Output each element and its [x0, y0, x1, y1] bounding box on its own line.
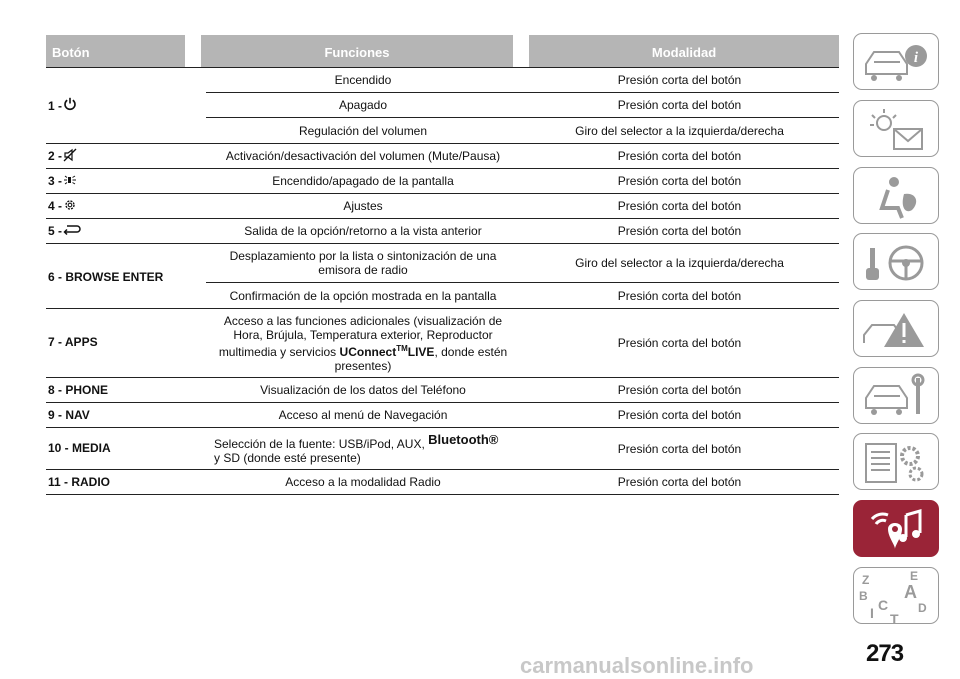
table-subrow	[206, 283, 839, 308]
table-row	[46, 470, 839, 495]
header-modalidad: Modalidad	[529, 35, 839, 67]
settings-gear-icon	[63, 198, 77, 215]
mute-speaker-icon	[63, 148, 77, 165]
power-icon	[63, 97, 77, 114]
mode-cell: Presión corta del botón	[617, 73, 742, 87]
airbag-seat-icon	[854, 168, 940, 225]
function-cell: Ajustes	[343, 199, 383, 213]
function-cell: Encendido/apagado de la pantalla	[272, 174, 454, 188]
function-cell: Regulación del volumen	[298, 123, 428, 138]
function-cell: Activación/desactivación del volumen (Mute/Pausa)	[225, 149, 501, 163]
button-cell: 2 -	[46, 144, 206, 168]
mode-cell: Presión corta del botón	[617, 408, 742, 422]
tab-safety[interactable]	[853, 167, 939, 224]
tab-starting-driving[interactable]	[853, 233, 939, 290]
function-cell: Acceso a la modalidad Radio	[285, 475, 441, 489]
table-row	[46, 428, 839, 470]
header-funciones: Funciones	[201, 35, 513, 67]
index-letter: A	[904, 582, 917, 602]
bluetooth-brand: Bluetooth®	[428, 431, 499, 447]
index-letter: C	[878, 597, 889, 613]
function-cell: Apagado	[338, 98, 388, 112]
back-arrow-icon	[63, 224, 81, 239]
function-cell: Encendido	[334, 73, 392, 87]
table-subrow	[206, 93, 839, 118]
button-cell: 6 - BROWSE ENTER	[48, 270, 164, 284]
table-row	[46, 169, 839, 194]
steering-wheel-key-icon	[854, 234, 940, 291]
svg-text:i: i	[913, 50, 919, 66]
tab-maintenance[interactable]	[853, 367, 939, 424]
function-cell: Acceso al menú de Navegación	[278, 408, 448, 422]
table-row	[46, 244, 839, 309]
button-cell: 10 - MEDIA	[48, 441, 111, 455]
table-row	[46, 144, 839, 169]
index-letter: I	[870, 605, 874, 621]
page-number: 273	[866, 640, 904, 667]
table-row	[46, 68, 839, 144]
mode-cell: Presión corta del botón	[617, 98, 742, 112]
mode-cell: Giro del selector a la izquierda/derecha	[575, 256, 784, 270]
table-row	[46, 219, 839, 244]
tab-warning-lights[interactable]	[853, 100, 939, 157]
index-letter: B	[859, 589, 868, 603]
tab-emergency[interactable]	[853, 300, 939, 357]
display-brightness-icon	[63, 173, 77, 190]
car-info-icon	[854, 34, 940, 91]
warning-lights-mail-icon	[854, 101, 940, 158]
button-cell: 5 -	[46, 219, 206, 243]
function-cell: Desplazamiento por la lista o sintonización de una emisora de radio	[229, 249, 497, 277]
mode-cell: Presión corta del botón	[617, 149, 742, 163]
function-cell: Salida de la opción/retorno a la vista anterior	[244, 224, 482, 238]
car-maintenance-wrench-icon	[854, 368, 940, 425]
mode-cell: Presión corta del botón	[617, 288, 742, 303]
mode-cell: Giro del selector a la izquierda/derecha	[575, 123, 784, 138]
table-row	[46, 309, 839, 378]
mode-cell: Presión corta del botón	[617, 441, 742, 456]
tab-index[interactable]	[853, 567, 939, 624]
tab-car-info[interactable]	[853, 33, 939, 90]
index-letter: E	[910, 569, 919, 583]
table-subrow	[206, 118, 839, 143]
tab-technical-data[interactable]	[853, 433, 939, 490]
mode-cell: Presión corta del botón	[617, 336, 742, 350]
function-cell: Selección de la fuente: USB/iPod, AUX, Bluetooth® y SD (donde esté presente)	[214, 431, 499, 465]
table-subrow	[206, 244, 839, 283]
emergency-triangle-icon	[854, 301, 940, 358]
mode-cell: Presión corta del botón	[617, 224, 742, 238]
function-cell: Visualización de los datos del Teléfono	[260, 383, 466, 397]
header-boton: Botón	[46, 35, 185, 67]
button-cell: 9 - NAV	[48, 408, 90, 422]
index-letter: Z	[862, 573, 870, 587]
button-cell: 3 -	[46, 169, 206, 193]
mode-cell: Presión corta del botón	[617, 199, 742, 213]
table-header	[46, 35, 839, 68]
index-letter: D	[918, 601, 927, 615]
table-row	[46, 403, 839, 428]
index-letter: T	[890, 611, 899, 625]
watermark: carmanualsonline.info	[520, 653, 754, 678]
button-cell: 11 - RADIO	[48, 475, 111, 489]
controls-table	[46, 35, 839, 495]
table-row	[46, 378, 839, 403]
button-cell: 7 - APPS	[48, 335, 98, 349]
technical-data-gear-icon	[854, 434, 940, 491]
tab-multimedia[interactable]	[853, 500, 939, 557]
mode-cell: Presión corta del botón	[617, 383, 742, 397]
button-cell: 8 - PHONE	[48, 383, 109, 397]
alphabetical-index-icon	[854, 568, 940, 625]
uconnect-brand: UConnect™LIVE	[339, 343, 435, 359]
function-cell: Confirmación de la opción mostrada en la pantalla	[229, 288, 497, 303]
mode-cell: Presión corta del botón	[617, 475, 742, 489]
table-row	[46, 194, 839, 219]
function-cell: Acceso a las funciones adicionales (visualización de Hora, Brújula, Temperatura exterior, Reproductor multimedia y servicios UConnect™LIVE, donde estén presentes)	[218, 313, 508, 373]
button-cell: 1 -	[46, 68, 206, 143]
multimedia-music-navigation-icon	[854, 501, 940, 558]
mode-cell: Presión corta del botón	[617, 174, 742, 188]
table-subrow	[206, 68, 839, 93]
button-cell: 4 -	[46, 194, 206, 218]
